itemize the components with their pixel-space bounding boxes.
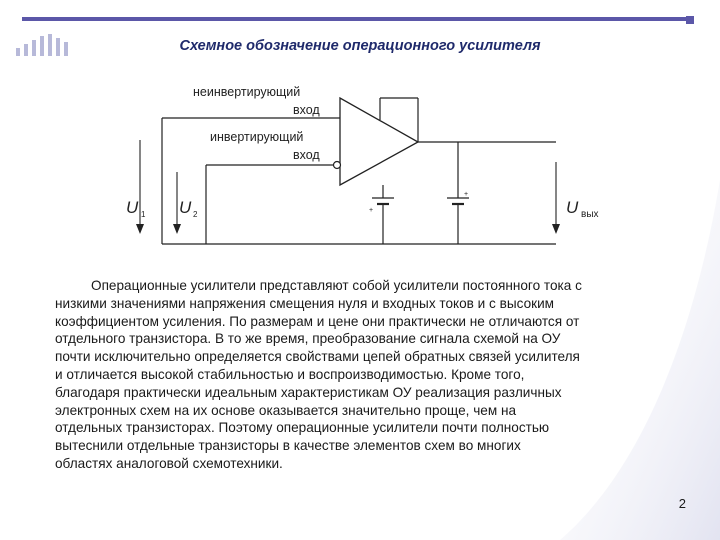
- u2-subscript: 2: [193, 210, 198, 219]
- u2-label: U: [179, 198, 192, 217]
- u1-subscript: 1: [141, 210, 146, 219]
- uout-label: U: [566, 198, 579, 217]
- svg-text:+: +: [464, 191, 469, 198]
- noninverting-label-line1: неинвертирующий: [193, 85, 301, 99]
- inversion-circle: [334, 162, 341, 169]
- inverting-label-line1: инвертирующий: [210, 130, 304, 144]
- svg-text:+: +: [369, 207, 374, 214]
- page-number: 2: [678, 496, 686, 511]
- noninverting-label-line2: вход: [293, 103, 320, 117]
- body-paragraph: Операционные усилители представляют собой усилители постоянного тока с низкими значениями напряжения смещения нуля и входных токов и с высоким коэффициентом усиления. По размерам и цене они практически не отличаются от отдельного транзистора. В то же время, преобразование сигнала схемой на ОУ почти исключительно определяется свойствами цепей обратных связей усилителя и отличается высокой стабильностью и воспроизводимостью. Кроме того, благодаря практически идеальным характеристикам ОУ реализация различных электронных схем на их основе оказывается значительно проще, чем на отдельных транзисторах. Поэтому операционные усилители почти полностью вытеснили отдельные транзисторы в качестве элементов схем во многих областях аналоговой схемотехники.: [55, 278, 582, 471]
- u1-label: U: [126, 198, 139, 217]
- uout-subscript: вых: [581, 209, 599, 220]
- inverting-label-line2: вход: [293, 148, 320, 162]
- page-title: Схемное обозначение операционного усилителя: [179, 38, 541, 54]
- op-amp-triangle: [340, 98, 418, 185]
